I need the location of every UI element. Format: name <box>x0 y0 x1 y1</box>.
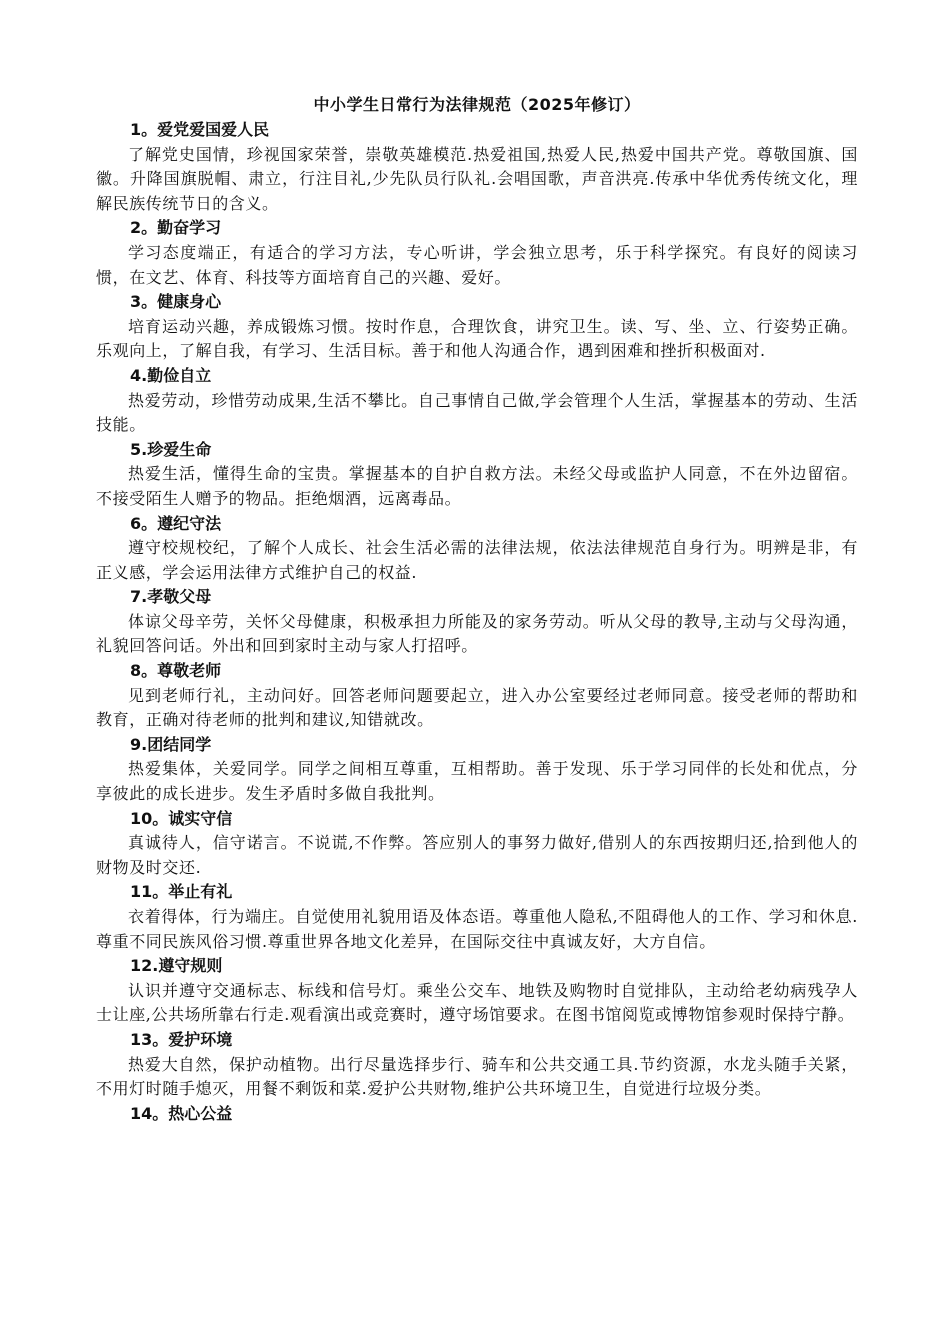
section-heading: 12.遵守规则 <box>130 956 223 976</box>
section-heading: 13。爱护环境 <box>130 1029 233 1049</box>
section-body: 了解党史国情，珍视国家荣誉，崇敬英雄模范.热爱祖国,热爱人民,热爱中国共产党。尊敬国旗、国徽。升降国旗脱帽、肃立，行注目礼,少先队员行队礼.会唱国歌，声音洪亮.传承中华优秀传统文化，理解民族传统节日的含义。 <box>96 144 858 213</box>
section-10 <box>96 807 858 881</box>
section-heading: 4.勤俭自立 <box>130 365 212 385</box>
section-body: 热爱劳动，珍惜劳动成果,生活不攀比。自己事情自己做,学会管理个人生活，掌握基本的劳动、生活技能。 <box>96 390 858 435</box>
section-body: 真诚待人，信守诺言。不说谎,不作弊。答应别人的事努力做好,借别人的东西按期归还,拾到他人的财物及时交还. <box>96 833 858 877</box>
section-body: 体谅父母辛劳，关怀父母健康，积极承担力所能及的家务劳动。听从父母的教导,主动与父母沟通，礼貌回答问话。外出和回到家时主动与家人打招呼。 <box>96 611 858 656</box>
section-8 <box>96 659 858 733</box>
section-body: 热爱大自然，保护动植物。出行尽量选择步行、骑车和公共交通工具.节约资源，水龙头随手关紧，不用灯时随手熄灭，用餐不剩饭和菜.爱护公共财物,维护公共环境卫生，自觉进行垃圾分类。 <box>96 1054 858 1099</box>
section-14 <box>96 1102 858 1127</box>
section-heading: 2。勤奋学习 <box>130 218 222 238</box>
section-9 <box>96 733 858 807</box>
document-title: 中小学生日常行为法律规范（2025年修订） <box>313 95 641 114</box>
section-4 <box>96 364 858 438</box>
section-7 <box>96 585 858 659</box>
section-6 <box>96 512 858 586</box>
section-body: 培育运动兴趣，养成锻炼习惯。按时作息，合理饮食，讲究卫生。读、写、坐、立、行姿势正确。乐观向上，了解自我，有学习、生活目标。善于和他人沟通合作，遇到困难和挫折积极面对. <box>96 316 858 361</box>
section-11 <box>96 880 858 954</box>
section-body: 热爱生活，懂得生命的宝贵。掌握基本的自护自救方法。未经父母或监护人同意，不在外边留宿。不接受陌生人赠予的物品。拒绝烟酒，远离毒品。 <box>96 464 858 508</box>
section-body: 学习态度端正，有适合的学习方法，专心听讲，学会独立思考，乐于科学探究。有良好的阅读习惯，在文艺、体育、科技等方面培育自己的兴趣、爱好。 <box>96 242 858 287</box>
section-heading: 11。举止有礼 <box>130 882 233 902</box>
section-heading: 9.团结同学 <box>130 734 212 754</box>
section-body: 遵守校规校纪，了解个人成长、社会生活必需的法律法规，依法法律规范自身行为。明辨是非，有正义感，学会运用法律方式维护自己的权益. <box>96 538 858 582</box>
section-heading: 6。遵纪守法 <box>130 513 222 533</box>
section-heading: 3。健康身心 <box>130 292 222 312</box>
section-heading: 1。爱党爱国爱人民 <box>130 120 270 139</box>
section-heading: 7.孝敬父母 <box>130 587 212 607</box>
section-heading: 5.珍爱生命 <box>130 439 212 459</box>
document-page <box>96 92 858 1126</box>
section-body: 热爱集体，关爱同学。同学之间相互尊重，互相帮助。善于发现、乐于学习同伴的长处和优点，分享彼此的成长进步。发生矛盾时多做自我批判。 <box>96 759 858 804</box>
section-body: 认识并遵守交通标志、标线和信号灯。乘坐公交车、地铁及购物时自觉排队，主动给老幼病残孕人士让座,公共场所靠右行走.观看演出或竞赛时，遵守场馆要求。在图书馆阅览或博物馆参观时保持宁静。 <box>96 980 858 1025</box>
section-1 <box>96 118 858 216</box>
section-body: 衣着得体，行为端庄。自觉使用礼貌用语及体态语。尊重他人隐私,不阻碍他人的工作、学习和休息.尊重不同民族风俗习惯.尊重世界各地文化差异，在国际交往中真诚友好，大方自信。 <box>96 907 858 951</box>
section-3 <box>96 290 858 364</box>
section-body: 见到老师行礼，主动问好。回答老师问题要起立，进入办公室要经过老师同意。接受老师的帮助和教育，正确对待老师的批判和建议,知错就改。 <box>96 685 858 730</box>
section-2 <box>96 216 858 290</box>
section-12 <box>96 954 858 1028</box>
section-13 <box>96 1028 858 1102</box>
section-heading: 14。热心公益 <box>130 1103 233 1123</box>
section-5 <box>96 438 858 512</box>
section-heading: 8。尊敬老师 <box>130 661 222 681</box>
section-heading: 10。诚实守信 <box>130 808 233 828</box>
